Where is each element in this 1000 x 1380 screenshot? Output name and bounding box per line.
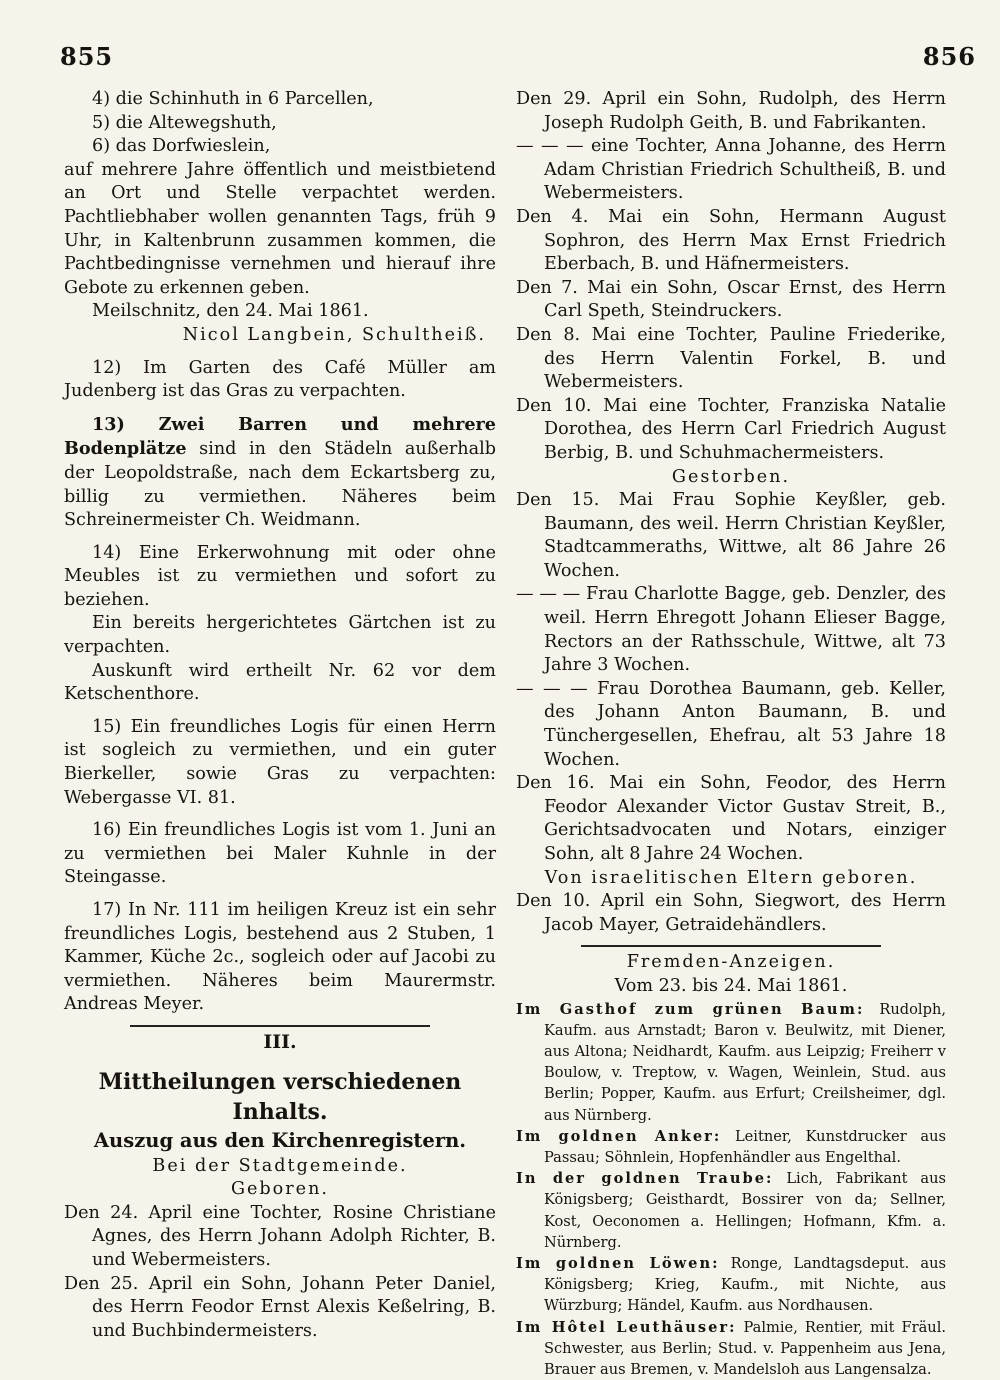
parish-heading: Bei der Stadtgemeinde.	[152, 1155, 408, 1176]
jewish-births-heading: Von israelitischen Eltern geboren.	[544, 867, 918, 888]
visitors-heading: Fremden-Anzeigen.	[626, 952, 836, 973]
hotel-entry	[516, 1126, 946, 1168]
list-item: Den 10. Mai eine Tochter, Franziska Natalie Dorothea, des Herrn Carl Friedrich August Berbig, B. und Schuhmachermeisters.	[516, 395, 946, 463]
list-item: Den 7. Mai ein Sohn, Oscar Ernst, des Herrn Carl Speth, Steindruckers.	[516, 277, 946, 322]
section-number: III.	[263, 1030, 297, 1053]
list-item: Den 24. April eine Tochter, Rosine Christiane Agnes, des Herrn Johann Adolph Richter, B. und Webermeisters.	[64, 1202, 496, 1270]
list-item: Den 4. Mai ein Sohn, Hermann August Sophron, des Herrn Max Ernst Friedrich Eberbach, B. und Häfnermeisters.	[516, 206, 946, 275]
dateline: Meilschnitz, den 24. Mai 1861.	[92, 301, 369, 322]
visitors-date: Vom 23. bis 24. Mai 1861.	[614, 975, 848, 996]
list-item: Den 8. Mai eine Tochter, Pauline Friederike, des Herrn Valentin Forkel, B. und Webermeisters.	[516, 324, 946, 393]
hotel-name: Im goldnen Anker:	[516, 1127, 722, 1145]
section-title: Mittheilungen verschiedenen Inhalts.	[98, 1068, 462, 1125]
born-heading: Geboren.	[230, 1179, 330, 1200]
list-item: Den 10. April ein Sohn, Siegwort, des Herrn Jacob Mayer, Getraidehändlers.	[516, 891, 946, 935]
divider	[581, 945, 881, 947]
died-heading: Gestorben.	[671, 466, 791, 487]
page-number-left: 855	[60, 42, 114, 71]
hotel-entry	[516, 999, 946, 1126]
signature: Nicol Langbein, Schultheiß.	[182, 324, 486, 345]
ad-13-rest: sind in den Städeln außerhalb der Leopoldstraße, nach dem Eckartsberg zu, billig zu vermiethen. Näheres beim Schreinermeister Ch. Weidmann.	[64, 439, 497, 531]
list-item: 5) die Altewegshuth,	[92, 112, 277, 133]
ad-14-b: Ein bereits hergerichtetes Gärtchen ist zu verpachten.	[64, 613, 496, 658]
list-item: 6) das Dorfwieslein,	[92, 136, 271, 157]
right-column	[516, 88, 946, 1380]
list-item: — — — Frau Dorothea Baumann, geb. Keller, des Johann Anton Baumann, B. und Tünchergesellen, Ehefrau, alt 53 Jahre 18 Wochen.	[516, 678, 946, 770]
ad-14: 14) Eine Erkerwohnung mit oder ohne Meubles ist zu vermiethen und sofort zu beziehen.	[64, 542, 496, 610]
hotel-guests: Ronge, Landtagsdeput. aus Königsberg; Krieg, Kaufm., mit Nichte, aus Würzburg; Händel, Kaufm. aus Nordhausen.	[544, 1255, 946, 1315]
hotel-name: In der goldnen Traube:	[516, 1170, 774, 1188]
ad-13	[64, 413, 496, 533]
hotel-guests: Rudolph, Kaufm. aus Arnstadt; Baron v. Beulwitz, mit Diener, aus Altona; Neidhardt, Kaufm. aus Leipzig; Freiherr v Boulow, v. Treptow, v. Wagen, Weinlein, Stud. aus Berlin; Popper, Kaufm. aus Erfurt; Creilsheimer, dgl. aus Nürnberg.	[544, 1000, 946, 1124]
hotel-name: Im Gasthof zum grünen Baum:	[516, 1000, 865, 1018]
hotel-name: Im Hôtel Leuthäuser:	[516, 1318, 737, 1336]
ad-17: 17) In Nr. 111 im heiligen Kreuz ist ein sehr freundliches Logis, bestehend aus 2 Stuben, 1 Kammer, Küche 2c., sogleich oder auf Jacobi zu vermiethen. Näheres beim Maurermstr. Andreas Meyer.	[64, 900, 496, 1015]
hotel-entry	[516, 1253, 946, 1317]
list-item: Den 16. Mai ein Sohn, Feodor, des Herrn Feodor Alexander Victor Gustav Streit, B., Gerichtsadvocaten und Notars, einziger Sohn, alt 8 Jahre 24 Wochen.	[516, 773, 946, 864]
hotel-guests: Palmie, Rentier, mit Fräul. Schwester, aus Berlin; Stud. v. Pappenheim aus Jena, Brauer aus Bremen, v. Mandelsloh aus Langensalza.	[544, 1318, 947, 1379]
left-column	[64, 88, 496, 1343]
ad-14-c: Auskunft wird ertheilt Nr. 62 vor dem Ketschenthore.	[64, 660, 496, 705]
ad-15: 15) Ein freundliches Logis für einen Herrn ist sogleich zu vermiethen, und ein guter Bierkeller, sowie Gras zu verpachten: Webergasse VI. 81.	[64, 716, 496, 808]
hotel-guests: Lich, Fabrikant aus Königsberg; Geisthardt, Bossirer von da; Sellner, Kost, Oeconomen a. Hellingen; Hofmann, Kfm. a. Nürnberg.	[544, 1170, 947, 1251]
list-item: 4) die Schinhuth in 6 Parcellen,	[92, 89, 374, 109]
hotel-entry	[516, 1317, 946, 1380]
list-item: — — — eine Tochter, Anna Johanne, des Herrn Adam Christian Friedrich Schultheiß, B. und Webermeisters.	[516, 136, 946, 204]
ad-12: 12) Im Garten des Café Müller am Judenberg ist das Gras zu verpachten.	[64, 357, 496, 402]
list-item: Den 25. April ein Sohn, Johann Peter Daniel, des Herrn Feodor Ernst Alexis Keßelring, B. und Buchbindermeisters.	[64, 1273, 496, 1341]
ad-13-lead: 13) Zwei Barren und mehrere Bodenplätze	[64, 413, 496, 460]
hotel-entry	[516, 1168, 946, 1253]
list-item: Den 29. April ein Sohn, Rudolph, des Herrn Joseph Rudolph Geith, B. und Fabrikanten.	[516, 89, 946, 133]
list-item: — — — Frau Charlotte Bagge, geb. Denzler, des weil. Herrn Ehregott Johann Elieser Bagge, Rectors an der Rathsschule, Wittwe, alt 73 Jahre 3 Wochen.	[516, 584, 946, 676]
paragraph: auf mehrere Jahre öffentlich und meistbietend an Ort und Stelle verpachtet werden. Pachtliebhaber wollen genannten Tags, früh 9 Uhr, in Kaltenbrunn zusammen kommen, die Pachtbedingnisse vernehmen und hierauf ihre Gebote zu erkennen geben.	[64, 159, 496, 298]
page-number-right: 856	[922, 42, 976, 71]
hotel-guests: Leitner, Kunstdrucker aus Passau; Söhnlein, Hopfenhändler aus Engelthal.	[544, 1127, 946, 1166]
hotel-name: Im goldnen Löwen:	[516, 1255, 720, 1272]
divider	[130, 1025, 430, 1027]
list-item: Den 15. Mai Frau Sophie Keyßler, geb. Baumann, des weil. Herrn Christian Keyßler, Stadtcammeraths, Wittwe, alt 86 Jahre 26 Wochen.	[516, 490, 946, 581]
ad-16: 16) Ein freundliches Logis ist vom 1. Juni an zu vermiethen bei Maler Kuhnle in der Steingasse.	[64, 820, 496, 888]
subsection-title: Auszug aus den Kirchenregistern.	[93, 1128, 467, 1152]
